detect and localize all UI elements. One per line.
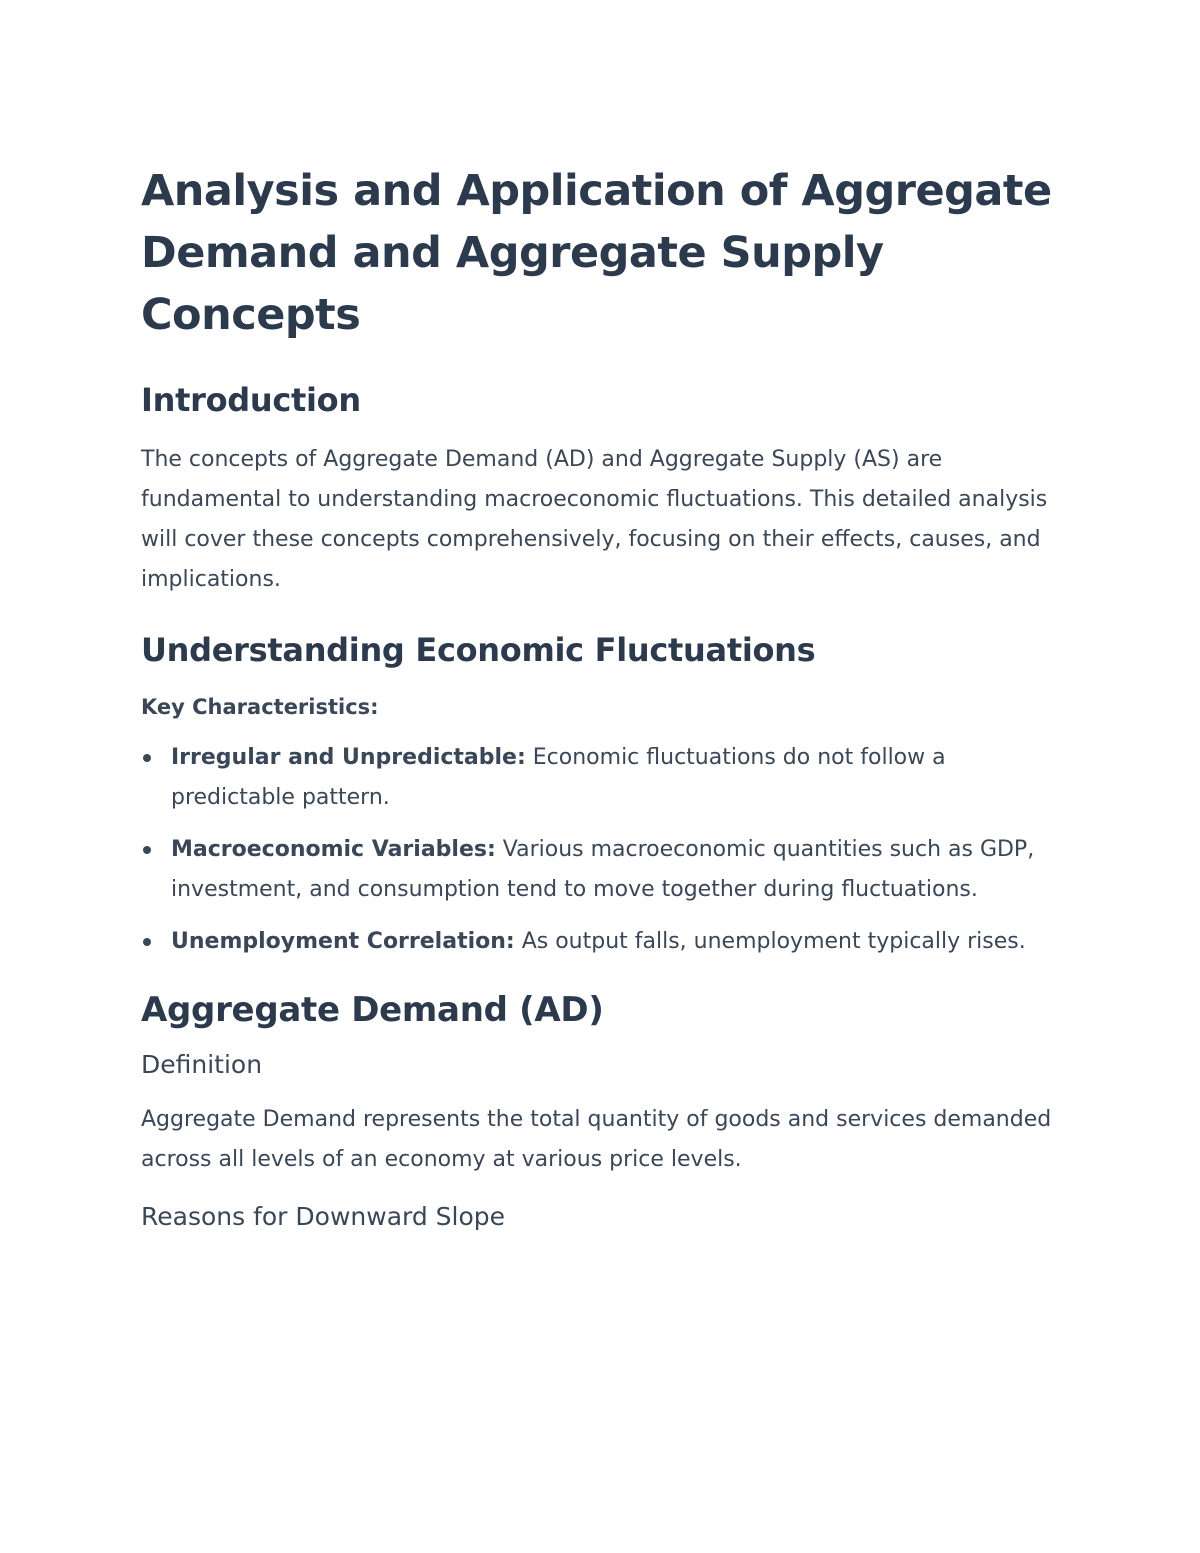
list-item-term: Irregular and Unpredictable: [171, 745, 526, 770]
list-item-text: As output falls, unemployment typically rises. [514, 929, 1026, 954]
bullet-icon [143, 938, 151, 946]
subheading-downward-slope: Reasons for Downward Slope [141, 1202, 506, 1231]
list-item-term: Unemployment Correlation: [171, 929, 515, 954]
list-item [141, 738, 1061, 818]
document-page [141, 160, 1061, 1234]
key-characteristics-label: Key Characteristics: [141, 695, 379, 719]
section-heading-introduction: Introduction [141, 381, 361, 419]
section-heading-aggregate-demand: Aggregate Demand (AD) [141, 990, 604, 1030]
list-item-term: Macroeconomic Variables: [171, 837, 496, 862]
bullet-icon [143, 846, 151, 854]
section-heading-fluctuations: Understanding Economic Fluctuations [141, 631, 816, 669]
document-title: Analysis and Application of Aggregate Demand and Aggregate Supply Concepts [141, 166, 1052, 340]
list-item [141, 922, 1061, 962]
list-item [141, 830, 1061, 910]
introduction-paragraph: The concepts of Aggregate Demand (AD) and Aggregate Supply (AS) are fundamental to understanding macroeconomic fluctuations. This detailed analysis will cover these concepts comprehensively, focusing on their effects, causes, and implications. [141, 447, 1048, 592]
characteristics-list [141, 738, 1061, 962]
subheading-definition: Definition [141, 1050, 263, 1079]
bullet-icon [143, 754, 151, 762]
list-item-text: Various macroeconomic quantities such as GDP, investment, and consumption tend to move together during fluctuations. [171, 837, 1035, 902]
list-item-text: Economic fluctuations do not follow a predictable pattern. [171, 745, 946, 810]
definition-paragraph: Aggregate Demand represents the total quantity of goods and services demanded across all levels of an economy at various price levels. [141, 1107, 1052, 1172]
